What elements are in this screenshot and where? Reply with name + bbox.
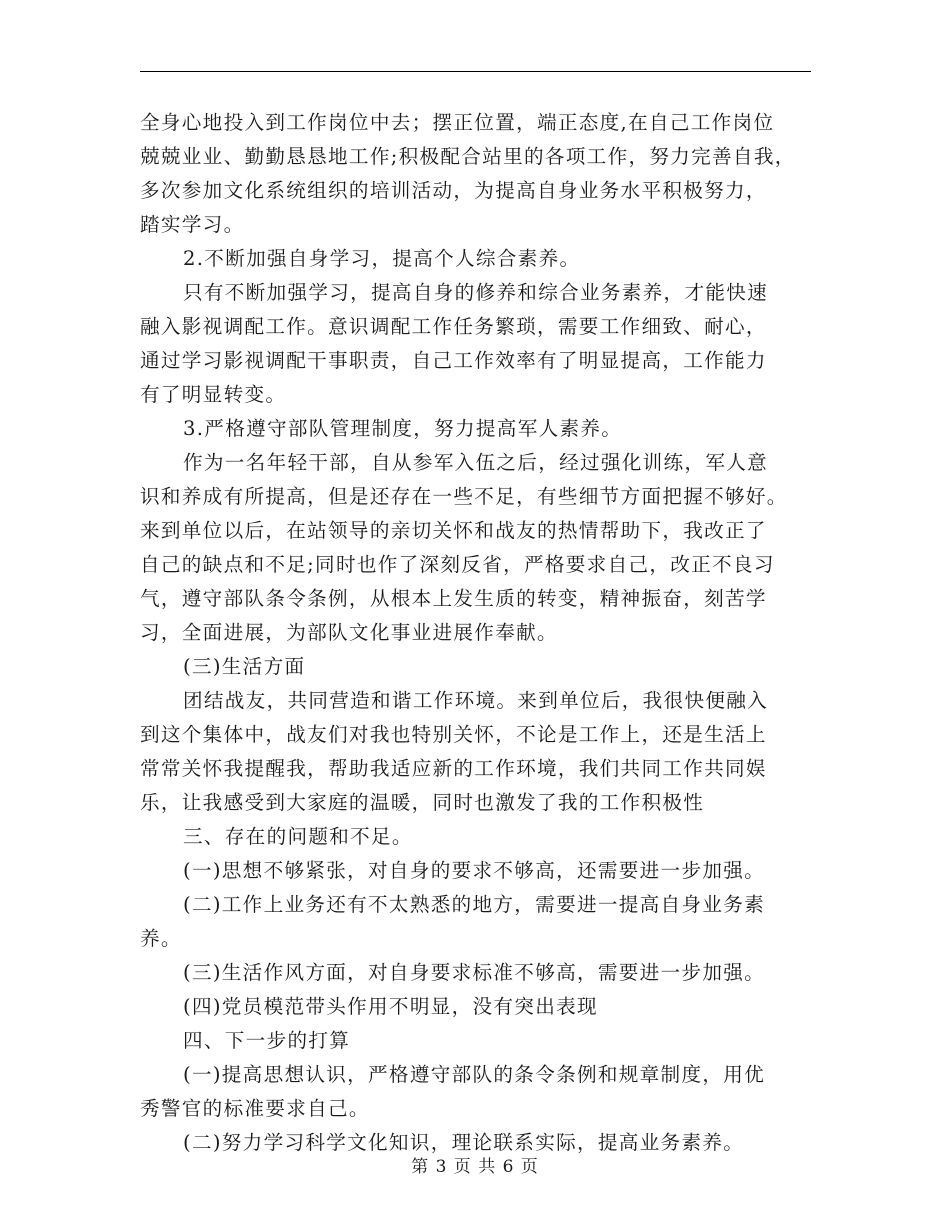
page-number: 第 3 页 共 6 页 [411,1157,539,1177]
text-line: 来到单位以后，在站领导的亲切关怀和战友的热情帮助下，我改正了 [140,519,767,542]
text-line: (一)提高思想认识，严格遵守部队的条令条例和规章制度，用优 [183,1063,766,1086]
text-line: 到这个集体中，战友们对我也特别关怀，不论是工作上，还是生活上 [140,723,767,746]
header-rule [140,71,811,72]
text-line: (三)生活作风方面，对自身要求标准不够高，需要进一步加强。 [183,961,766,984]
text-line: 通过学习影视调配干事职责，自己工作效率有了明显提高，工作能力 [140,349,767,372]
text-line: 2.不断加强自身学习，提高个人综合素养。 [183,247,581,270]
text-line: 有了明显转变。 [140,383,287,406]
text-line: 乐，让我感受到大家庭的温暖，同时也激发了我的工作积极性 [140,791,705,814]
text-line: 自己的缺点和不足;同时也作了深刻反省，严格要求自己，改正不良习 [140,553,775,576]
text-line: 三、存在的问题和不足。 [183,825,413,848]
text-line: 四、下一步的打算 [183,1029,351,1052]
text-line: 识和养成有所提高，但是还存在一些不足，有些细节方面把握不够好。 [140,485,788,508]
text-line: 气，遵守部队条令条例，从根本上发生质的转变，精神振奋，刻苦学 [140,587,767,610]
text-line: (二)工作上业务还有不太熟悉的地方，需要进一提高自身业务素 [183,893,766,916]
text-line: (三)生活方面 [183,655,306,678]
text-line: 秀警官的标准要求自己。 [140,1097,370,1120]
text-line: (四)党员模范带头作用不明显，没有突出表现 [183,995,598,1018]
text-line: 只有不断加强学习，提高自身的修养和综合业务素养，才能快速 [183,281,769,304]
text-line: 多次参加文化系统组织的培训活动，为提高自身业务水平积极努力， [140,179,767,202]
text-line: 3.严格遵守部队管理制度，努力提高军人素养。 [183,417,623,440]
text-line: 常常关怀我提醒我，帮助我适应新的工作环境，我们共同工作共同娱 [140,757,767,780]
document-body [140,106,816,1160]
text-line: 踏实学习。 [140,213,245,236]
text-line: (二)努力学习科学文化知识，理论联系实际，提高业务素养。 [183,1131,745,1154]
text-line: 作为一名年轻干部，自从参军入伍之后，经过强化训练，军人意 [183,451,769,474]
text-line: 习，全面进展，为部队文化事业进展作奉献。 [140,621,558,644]
text-line: 养。 [140,927,182,950]
text-line: 全身心地投入到工作岗位中去；摆正位置，端正态度,在自己工作岗位 [140,111,775,134]
text-line: 融入影视调配工作。意识调配工作任务繁琐，需要工作细致、耐心， [140,315,767,338]
text-line: (一)思想不够紧张，对自身的要求不够高，还需要进一步加强。 [183,859,766,882]
text-line: 团结战友，共同营造和谐工作环境。来到单位后，我很快便融入 [183,689,769,712]
text-line: 兢兢业业、勤勤恳恳地工作;积极配合站里的各项工作，努力完善自我， [140,145,796,168]
